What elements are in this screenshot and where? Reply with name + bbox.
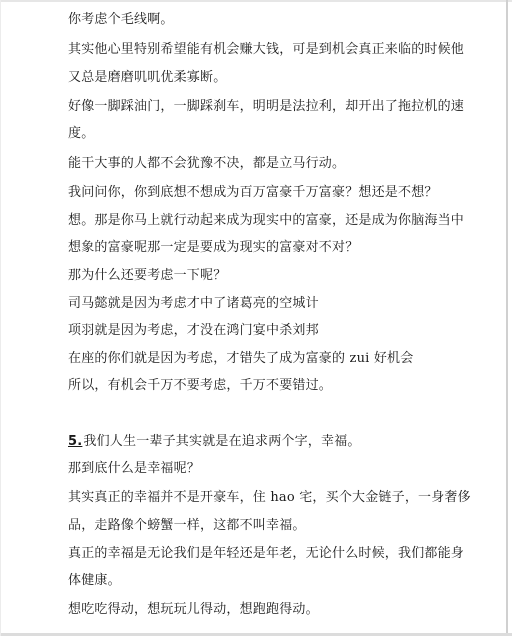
paragraph-line: 那为什么还要考虑一下呢？ bbox=[68, 268, 227, 283]
paragraph-line: 又总是磨磨叽叽优柔寡断。 bbox=[68, 70, 227, 85]
paragraph-line: 好像一脚踩油门，一脚踩刹车，明明是法拉利，却开出了拖拉机的速 bbox=[68, 99, 465, 114]
paragraph-line: 想象的富豪呢那一定是要成为现实的富豪对不对？ bbox=[68, 240, 359, 255]
paragraph-line: 真正的幸福是无论我们是年轻还是年老，无论什么时候，我们都能身 bbox=[68, 546, 465, 561]
page-border-left bbox=[0, 0, 1, 636]
paragraph-line: 其实真正的幸福并不是开豪车，住 hao 宅，买个大金链子，一身奢侈 bbox=[68, 490, 471, 505]
section-number: 5. bbox=[68, 434, 83, 449]
page-border-right bbox=[506, 0, 508, 636]
paragraph-line: 想。那是你马上就行动起来成为现实中的富豪，还是成为你脑海当中 bbox=[68, 213, 465, 228]
paragraph-line: 在座的你们就是因为考虑，才错失了成为富豪的 zui 好机会 bbox=[68, 351, 414, 366]
paragraph-line: 想吃吃得动，想玩玩儿得动，想跑跑得动。 bbox=[68, 602, 319, 617]
paragraph-line: 那到底什么是幸福呢？ bbox=[68, 461, 201, 476]
paragraph-line: 能干大事的人都不会犹豫不决，都是立马行动。 bbox=[68, 156, 346, 171]
paragraph-line: 项羽就是因为考虑，才没在鸿门宴中杀刘邦 bbox=[68, 323, 319, 338]
section-heading bbox=[68, 434, 361, 450]
paragraph-line: 体健康。 bbox=[68, 573, 121, 588]
paragraph-line: 你考虑个毛线啊。 bbox=[68, 12, 174, 27]
paragraph-line: 品，走路像个螃蟹一样，这都不叫幸福。 bbox=[68, 518, 306, 533]
paragraph-line: 度。 bbox=[68, 126, 95, 141]
section-heading-text: 我们人生一辈子其实就是在追求两个字，幸福。 bbox=[83, 434, 361, 449]
paragraph-line: 我问问你，你到底想不想成为百万富豪千万富豪？想还是不想？ bbox=[68, 185, 438, 200]
paragraph-line: 司马懿就是因为考虑才中了诸葛亮的空城计 bbox=[68, 296, 319, 311]
paragraph-line: 所以，有机会千万不要考虑，千万不要错过。 bbox=[68, 378, 333, 393]
paragraph-line: 其实他心里特别希望能有机会赚大钱，可是到机会真正来临的时候他 bbox=[68, 42, 465, 57]
page-border-top bbox=[0, 0, 512, 2]
